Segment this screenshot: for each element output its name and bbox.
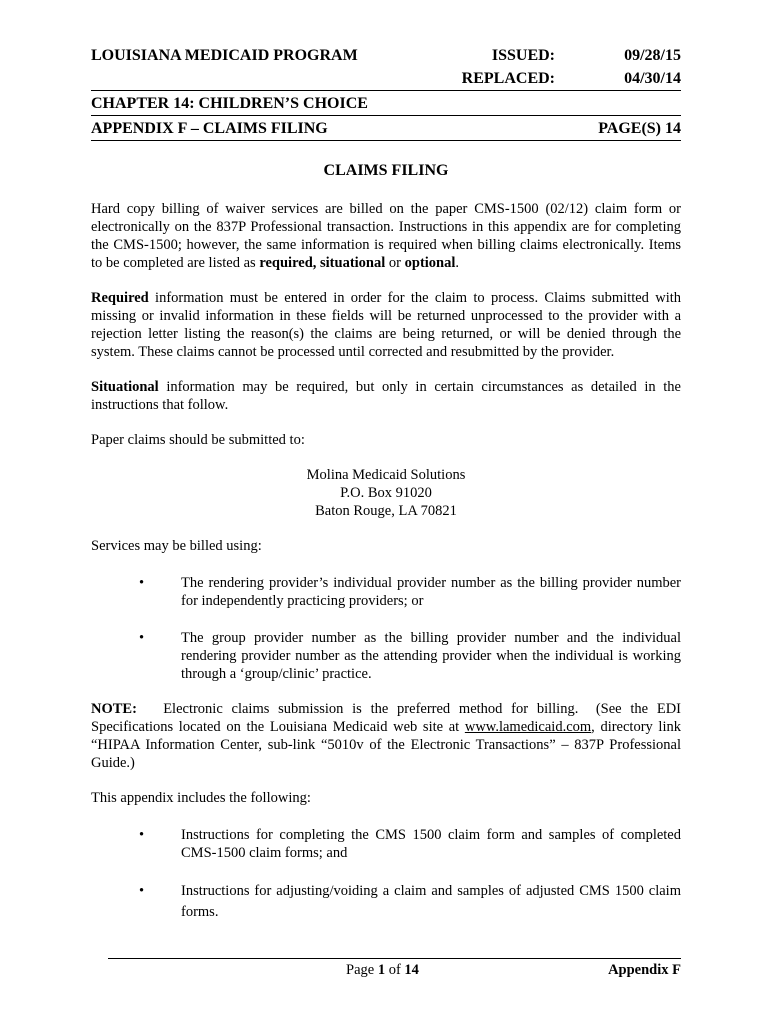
bullet-icon: • xyxy=(139,827,145,843)
situational-paragraph: Situational information may be required, but only in certain circumstances as detailed in the instructions that follow. xyxy=(91,379,681,413)
required-paragraph: Required information must be entered in order for the claim to process. Claims submitted with missing or invalid information in these fields will be returned unprocessed to the provider with a rejection letter listing the reason(s) the claims are being returned, or will be denied through the system. These claims cannot be processed until corrected and resubmitted by the provider. xyxy=(91,290,681,360)
header-rule-1 xyxy=(91,90,681,91)
page-indicator: Page 1 of 14 xyxy=(346,962,419,978)
billed-using-text: Services may be billed using: xyxy=(91,538,262,554)
note-paragraph: NOTE: Electronic claims submission is the preferred method for billing. (See the EDI Specifications located on the Louisiana Medicaid web site at www.lamedicaid.com, directory link “HIPAA Information Center, sub-link “5010v of the Electronic Transactions” – 837P Professional Guide.) xyxy=(91,701,685,771)
issued-date: 09/28/15 xyxy=(624,47,681,64)
replaced-date: 04/30/14 xyxy=(624,70,681,87)
bullet-icon: • xyxy=(139,630,145,646)
list-item: • The group provider number as the billing provider number and the individual rendering provider number as the attending provider when the individual is working through a ‘group/clinic’ practice. xyxy=(139,630,681,682)
note-label: NOTE: xyxy=(91,701,137,717)
page-count: PAGE(S) 14 xyxy=(598,120,681,137)
issued-label: ISSUED: xyxy=(491,47,555,64)
document-page xyxy=(91,44,685,923)
address-line-2: P.O. Box 91020 xyxy=(340,485,432,501)
chapter-title: CHAPTER 14: CHILDREN’S CHOICE xyxy=(91,95,368,112)
includes-list xyxy=(91,826,681,923)
header-rule-2 xyxy=(91,115,681,116)
billing-options-list xyxy=(91,574,681,683)
list-item: • The rendering provider’s individual provider number as the billing provider number for independently practicing providers; or xyxy=(139,575,681,609)
address-line-3: Baton Rouge, LA 70821 xyxy=(315,503,457,519)
required-term: Required xyxy=(91,290,149,306)
page-footer xyxy=(108,958,681,982)
document-header xyxy=(91,44,681,141)
appendix-title: APPENDIX F – CLAIMS FILING xyxy=(91,120,328,137)
mailing-address xyxy=(91,466,681,520)
address-line-1: Molina Medicaid Solutions xyxy=(306,467,466,483)
lamedicaid-link[interactable]: www.lamedicaid.com xyxy=(464,719,592,735)
footer-appendix-label: Appendix F xyxy=(608,962,681,978)
intro-paragraph: Hard copy billing of waiver services are billed on the paper CMS-1500 (02/12) claim form or electronically on the 837P Professional transaction. Instructions in this appendix are for completing the CMS-1500; however, the same information is required when billing claims electronically. Items to be completed are listed as required, situational or optional. xyxy=(91,201,681,271)
header-rule-3 xyxy=(91,140,681,141)
paper-claims-text: Paper claims should be submitted to: xyxy=(91,432,305,448)
replaced-label: REPLACED: xyxy=(461,70,555,87)
list-item: • Instructions for completing the CMS 1500 claim form and samples of completed CMS-1500 claim forms; and xyxy=(139,827,681,861)
program-name: LOUISIANA MEDICAID PROGRAM xyxy=(91,47,358,64)
bullet-icon: • xyxy=(139,883,145,899)
bullet-icon: • xyxy=(139,575,145,591)
list-item: • Instructions for adjusting/voiding a claim and samples of adjusted CMS 1500 claim forms. xyxy=(139,883,681,920)
situational-term: Situational xyxy=(91,379,159,395)
section-title: CLAIMS FILING xyxy=(323,162,449,179)
includes-text: This appendix includes the following: xyxy=(91,790,311,806)
